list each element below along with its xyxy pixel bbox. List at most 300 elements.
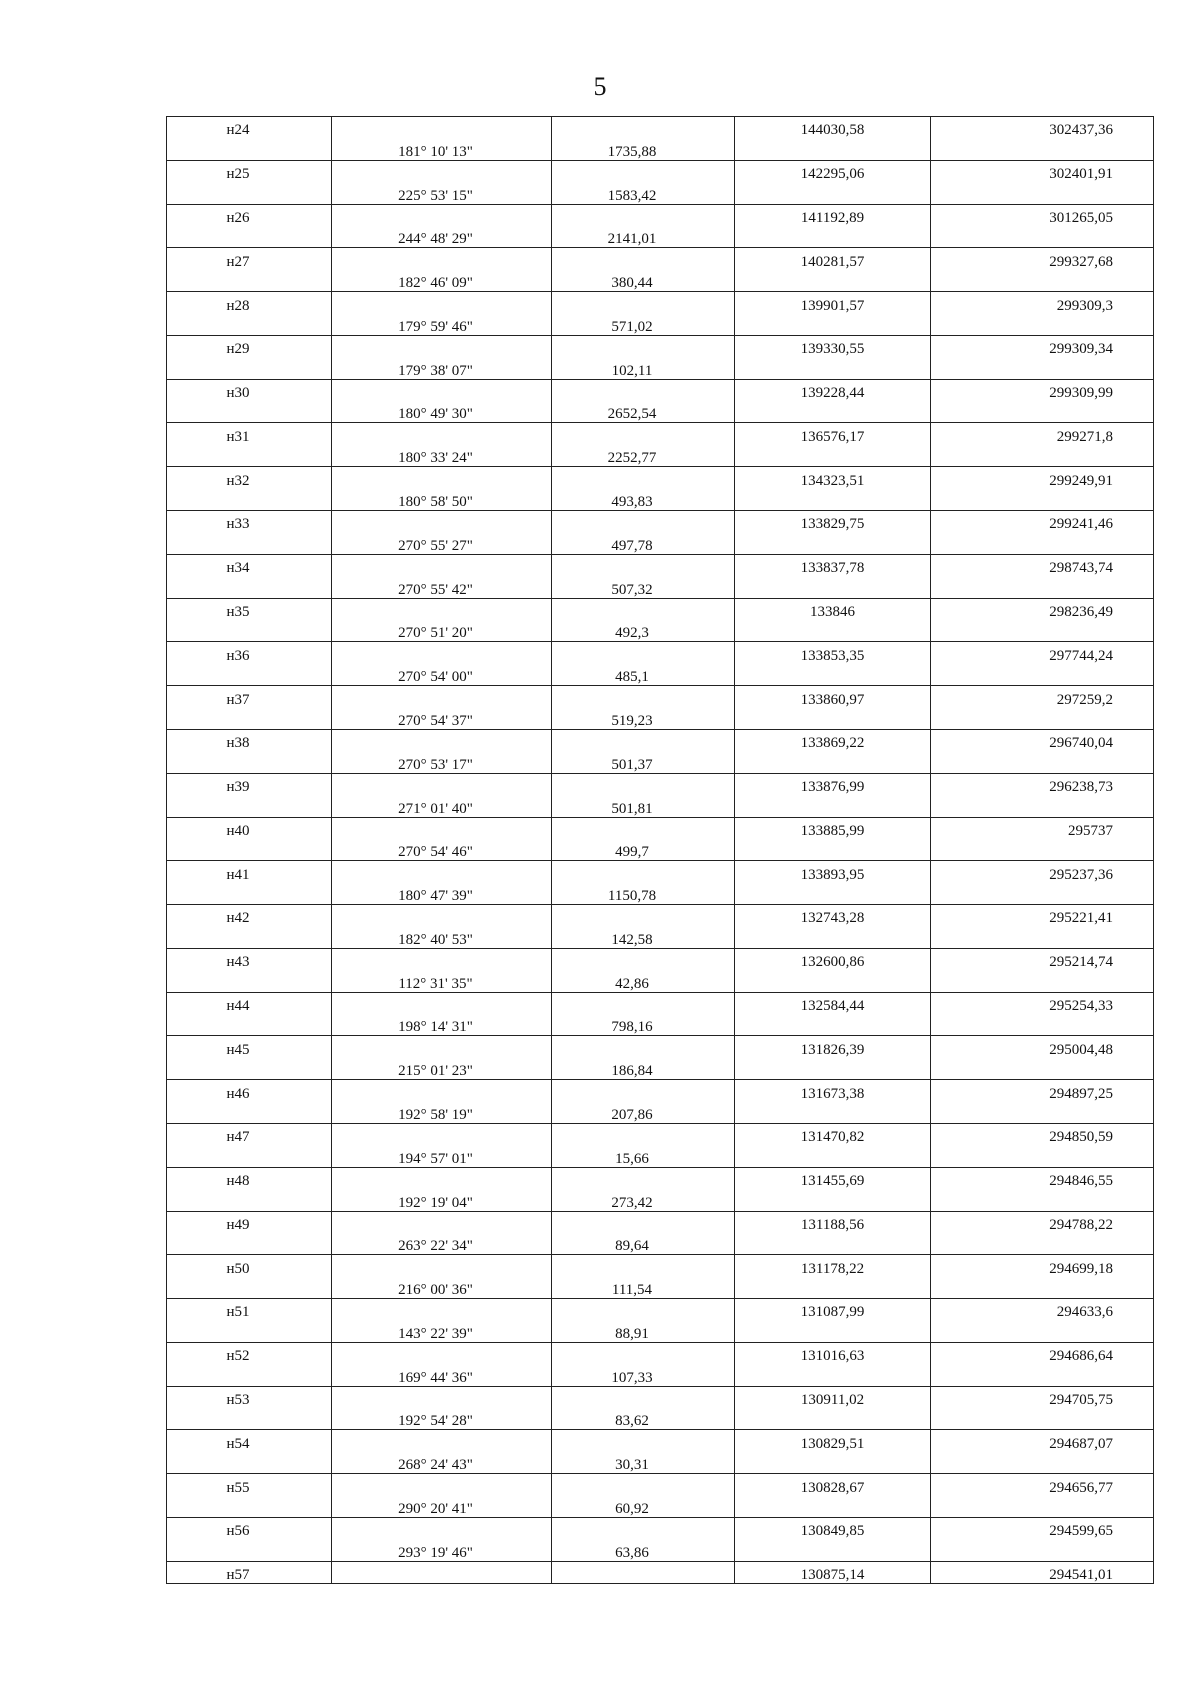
point-name: н40 [167, 817, 332, 839]
segment-angle: 290° 20' 41" [332, 1496, 552, 1518]
segment-distance: 497,78 [552, 532, 735, 554]
segment-angle: 181° 10' 13" [332, 138, 552, 160]
point-name: н24 [167, 117, 332, 139]
segment-angle: 180° 58' 50" [332, 489, 552, 511]
point-row [167, 905, 1154, 927]
segment-angle: 192° 19' 04" [332, 1189, 552, 1211]
point-row [167, 1386, 1154, 1408]
segment-row [167, 751, 1154, 773]
point-row [167, 379, 1154, 401]
empty-cell [332, 1299, 552, 1321]
empty-cell [931, 1364, 1154, 1386]
empty-cell [735, 751, 931, 773]
point-row [167, 817, 1154, 839]
point-x: 144030,58 [735, 117, 931, 139]
point-x: 133876,99 [735, 773, 931, 795]
point-name: н31 [167, 423, 332, 445]
segment-distance: 60,92 [552, 1496, 735, 1518]
empty-cell [552, 861, 735, 883]
empty-cell [332, 1036, 552, 1058]
empty-cell [167, 489, 332, 511]
point-x: 131826,39 [735, 1036, 931, 1058]
segment-angle: 270° 54' 37" [332, 708, 552, 730]
empty-cell [552, 1299, 735, 1321]
empty-cell [931, 1496, 1154, 1518]
point-y: 295237,36 [931, 861, 1154, 883]
empty-cell [167, 620, 332, 642]
point-y: 294599,65 [931, 1518, 1154, 1540]
point-y: 295004,48 [931, 1036, 1154, 1058]
empty-cell [167, 314, 332, 336]
point-name: н52 [167, 1342, 332, 1364]
segment-row [167, 489, 1154, 511]
segment-row [167, 138, 1154, 160]
point-y: 298236,49 [931, 598, 1154, 620]
empty-cell [332, 248, 552, 270]
segment-angle: 192° 58' 19" [332, 1102, 552, 1124]
empty-cell [167, 1102, 332, 1124]
point-row [167, 160, 1154, 182]
segment-angle: 180° 49' 30" [332, 401, 552, 423]
point-row [167, 992, 1154, 1014]
empty-cell [552, 598, 735, 620]
segment-row [167, 182, 1154, 204]
point-y: 294656,77 [931, 1474, 1154, 1496]
empty-cell [735, 1145, 931, 1167]
point-name: н48 [167, 1167, 332, 1189]
point-y: 302437,36 [931, 117, 1154, 139]
point-row [167, 1167, 1154, 1189]
empty-cell [931, 532, 1154, 554]
empty-cell [332, 1123, 552, 1145]
empty-cell [167, 1145, 332, 1167]
empty-cell [735, 489, 931, 511]
empty-cell [931, 1145, 1154, 1167]
empty-cell [332, 729, 552, 751]
empty-cell [552, 467, 735, 489]
point-name: н53 [167, 1386, 332, 1408]
empty-cell [552, 905, 735, 927]
empty-cell [167, 357, 332, 379]
empty-cell [167, 1277, 332, 1299]
point-x: 131455,69 [735, 1167, 931, 1189]
point-name: н49 [167, 1211, 332, 1233]
point-x: 139330,55 [735, 335, 931, 357]
empty-cell [552, 642, 735, 664]
point-name: н47 [167, 1123, 332, 1145]
empty-cell [931, 883, 1154, 905]
segment-row [167, 1320, 1154, 1342]
empty-cell [931, 489, 1154, 511]
point-y: 294788,22 [931, 1211, 1154, 1233]
empty-cell [167, 1014, 332, 1036]
point-row [167, 554, 1154, 576]
empty-cell [167, 1496, 332, 1518]
empty-cell [332, 117, 552, 139]
point-row [167, 686, 1154, 708]
point-y: 295214,74 [931, 948, 1154, 970]
point-x: 130911,02 [735, 1386, 931, 1408]
empty-cell [931, 1233, 1154, 1255]
segment-angle: 225° 53' 15" [332, 182, 552, 204]
empty-cell [332, 642, 552, 664]
segment-distance: 83,62 [552, 1408, 735, 1430]
empty-cell [332, 292, 552, 314]
point-x: 132743,28 [735, 905, 931, 927]
empty-cell [332, 511, 552, 533]
empty-cell [332, 204, 552, 226]
empty-cell [332, 1518, 552, 1540]
segment-distance: 493,83 [552, 489, 735, 511]
empty-cell [552, 1386, 735, 1408]
point-x: 132600,86 [735, 948, 931, 970]
empty-cell [167, 1189, 332, 1211]
empty-cell [167, 532, 332, 554]
empty-cell [552, 554, 735, 576]
empty-cell [931, 182, 1154, 204]
empty-cell [332, 423, 552, 445]
segment-distance: 2252,77 [552, 445, 735, 467]
segment-distance: 507,32 [552, 576, 735, 598]
point-row [167, 1518, 1154, 1540]
segment-angle: 182° 46' 09" [332, 270, 552, 292]
empty-cell [332, 598, 552, 620]
empty-cell [167, 1364, 332, 1386]
segment-row [167, 1277, 1154, 1299]
empty-cell [735, 926, 931, 948]
empty-cell [552, 1036, 735, 1058]
segment-angle: 270° 53' 17" [332, 751, 552, 773]
point-x: 131178,22 [735, 1255, 931, 1277]
empty-cell [167, 751, 332, 773]
segment-distance: 485,1 [552, 664, 735, 686]
segment-row [167, 1189, 1154, 1211]
point-row [167, 1080, 1154, 1102]
empty-cell [332, 160, 552, 182]
empty-cell [735, 1539, 931, 1561]
point-row [167, 1474, 1154, 1496]
point-y: 299309,99 [931, 379, 1154, 401]
empty-cell [552, 335, 735, 357]
point-name: н34 [167, 554, 332, 576]
point-name: н46 [167, 1080, 332, 1102]
point-y: 299327,68 [931, 248, 1154, 270]
segment-distance: 15,66 [552, 1145, 735, 1167]
empty-cell [552, 1123, 735, 1145]
segment-row [167, 1539, 1154, 1561]
empty-cell [552, 423, 735, 445]
point-x: 133893,95 [735, 861, 931, 883]
empty-cell [552, 773, 735, 795]
empty-cell [167, 1452, 332, 1474]
empty-cell [552, 511, 735, 533]
point-row [167, 1123, 1154, 1145]
point-row [167, 729, 1154, 751]
point-row [167, 1255, 1154, 1277]
point-name: н32 [167, 467, 332, 489]
point-name: н37 [167, 686, 332, 708]
point-row [167, 1299, 1154, 1321]
point-name: н29 [167, 335, 332, 357]
point-row [167, 1561, 1154, 1583]
point-name: н25 [167, 160, 332, 182]
segment-row [167, 664, 1154, 686]
empty-cell [931, 664, 1154, 686]
segment-row [167, 1364, 1154, 1386]
segment-row [167, 401, 1154, 423]
segment-row [167, 1408, 1154, 1430]
point-x: 139901,57 [735, 292, 931, 314]
empty-cell [552, 948, 735, 970]
point-name: н38 [167, 729, 332, 751]
empty-cell [552, 1342, 735, 1364]
empty-cell [552, 1167, 735, 1189]
segment-angle: 270° 54' 00" [332, 664, 552, 686]
point-name: н28 [167, 292, 332, 314]
empty-cell [931, 270, 1154, 292]
segment-row [167, 226, 1154, 248]
segment-row [167, 576, 1154, 598]
point-row [167, 335, 1154, 357]
point-name: н27 [167, 248, 332, 270]
segment-distance: 2141,01 [552, 226, 735, 248]
empty-cell [332, 861, 552, 883]
segment-distance: 519,23 [552, 708, 735, 730]
point-x: 141192,89 [735, 204, 931, 226]
point-row [167, 292, 1154, 314]
empty-cell [167, 182, 332, 204]
empty-cell [332, 948, 552, 970]
point-row [167, 948, 1154, 970]
segment-row [167, 1102, 1154, 1124]
empty-cell [332, 1167, 552, 1189]
empty-cell [332, 1342, 552, 1364]
point-y: 294846,55 [931, 1167, 1154, 1189]
segment-angle: 270° 55' 42" [332, 576, 552, 598]
segment-row [167, 1452, 1154, 1474]
empty-cell [167, 270, 332, 292]
segment-row [167, 970, 1154, 992]
segment-distance: 501,37 [552, 751, 735, 773]
empty-cell [332, 554, 552, 576]
segment-row [167, 795, 1154, 817]
empty-cell [552, 1561, 735, 1583]
empty-cell [332, 686, 552, 708]
segment-distance: 102,11 [552, 357, 735, 379]
segment-row [167, 1145, 1154, 1167]
segment-distance: 111,54 [552, 1277, 735, 1299]
empty-cell [735, 1496, 931, 1518]
point-x: 133853,35 [735, 642, 931, 664]
page-number: 5 [593, 72, 607, 101]
segment-row [167, 620, 1154, 642]
segment-distance: 142,58 [552, 926, 735, 948]
segment-row [167, 314, 1154, 336]
empty-cell [167, 1320, 332, 1342]
empty-cell [332, 1561, 552, 1583]
point-y: 296238,73 [931, 773, 1154, 795]
empty-cell [931, 401, 1154, 423]
empty-cell [931, 1408, 1154, 1430]
point-x: 131016,63 [735, 1342, 931, 1364]
empty-cell [931, 708, 1154, 730]
empty-cell [931, 839, 1154, 861]
segment-distance: 42,86 [552, 970, 735, 992]
empty-cell [735, 664, 931, 686]
segment-distance: 499,7 [552, 839, 735, 861]
empty-cell [332, 1255, 552, 1277]
empty-cell [167, 795, 332, 817]
segment-distance: 2652,54 [552, 401, 735, 423]
segment-row [167, 926, 1154, 948]
empty-cell [552, 1080, 735, 1102]
point-y: 299241,46 [931, 511, 1154, 533]
point-name: н35 [167, 598, 332, 620]
empty-cell [931, 314, 1154, 336]
segment-row [167, 1058, 1154, 1080]
empty-cell [552, 117, 735, 139]
point-y: 294705,75 [931, 1386, 1154, 1408]
empty-cell [332, 335, 552, 357]
empty-cell [735, 576, 931, 598]
empty-cell [931, 620, 1154, 642]
empty-cell [167, 839, 332, 861]
segment-angle: 216° 00' 36" [332, 1277, 552, 1299]
empty-cell [167, 1539, 332, 1561]
segment-angle: 244° 48' 29" [332, 226, 552, 248]
empty-cell [332, 467, 552, 489]
point-name: н50 [167, 1255, 332, 1277]
empty-cell [167, 708, 332, 730]
segment-distance: 1150,78 [552, 883, 735, 905]
empty-cell [735, 1058, 931, 1080]
point-name: н54 [167, 1430, 332, 1452]
empty-cell [735, 1364, 931, 1386]
point-name: н30 [167, 379, 332, 401]
empty-cell [552, 1474, 735, 1496]
empty-cell [332, 1080, 552, 1102]
empty-cell [735, 1452, 931, 1474]
empty-cell [735, 270, 931, 292]
empty-cell [167, 1233, 332, 1255]
point-x: 142295,06 [735, 160, 931, 182]
point-x: 133829,75 [735, 511, 931, 533]
empty-cell [931, 1014, 1154, 1036]
segment-distance: 63,86 [552, 1539, 735, 1561]
empty-cell [735, 182, 931, 204]
point-y: 295221,41 [931, 905, 1154, 927]
point-name: н26 [167, 204, 332, 226]
point-row [167, 204, 1154, 226]
empty-cell [735, 1233, 931, 1255]
empty-cell [332, 1386, 552, 1408]
point-x: 133885,99 [735, 817, 931, 839]
segment-row [167, 357, 1154, 379]
point-name: н55 [167, 1474, 332, 1496]
segment-angle: 182° 40' 53" [332, 926, 552, 948]
point-y: 298743,74 [931, 554, 1154, 576]
segment-distance: 380,44 [552, 270, 735, 292]
segment-angle: 143° 22' 39" [332, 1320, 552, 1342]
empty-cell [931, 926, 1154, 948]
point-x: 133837,78 [735, 554, 931, 576]
segment-angle: 198° 14' 31" [332, 1014, 552, 1036]
segment-distance: 107,33 [552, 1364, 735, 1386]
empty-cell [735, 1189, 931, 1211]
point-y: 295254,33 [931, 992, 1154, 1014]
point-y: 294633,6 [931, 1299, 1154, 1321]
point-y: 299271,8 [931, 423, 1154, 445]
point-y: 294541,01 [931, 1561, 1154, 1583]
point-name: н41 [167, 861, 332, 883]
point-name: н36 [167, 642, 332, 664]
segment-distance: 186,84 [552, 1058, 735, 1080]
point-y: 299309,34 [931, 335, 1154, 357]
empty-cell [552, 204, 735, 226]
point-name: н57 [167, 1561, 332, 1583]
coordinates-table-body [167, 117, 1154, 1584]
empty-cell [552, 379, 735, 401]
empty-cell [332, 773, 552, 795]
segment-distance: 273,42 [552, 1189, 735, 1211]
empty-cell [552, 292, 735, 314]
point-x: 130828,67 [735, 1474, 931, 1496]
segment-row [167, 1496, 1154, 1518]
segment-angle: 180° 33' 24" [332, 445, 552, 467]
point-name: н44 [167, 992, 332, 1014]
empty-cell [332, 379, 552, 401]
point-row [167, 861, 1154, 883]
segment-angle: 268° 24' 43" [332, 1452, 552, 1474]
point-name: н56 [167, 1518, 332, 1540]
empty-cell [332, 992, 552, 1014]
point-x: 130875,14 [735, 1561, 931, 1583]
point-x: 133860,97 [735, 686, 931, 708]
empty-cell [931, 576, 1154, 598]
segment-distance: 1735,88 [552, 138, 735, 160]
segment-angle: 179° 38' 07" [332, 357, 552, 379]
segment-row [167, 839, 1154, 861]
point-y: 294897,25 [931, 1080, 1154, 1102]
empty-cell [552, 729, 735, 751]
segment-angle: 270° 55' 27" [332, 532, 552, 554]
point-row [167, 1430, 1154, 1452]
empty-cell [332, 1211, 552, 1233]
point-x: 140281,57 [735, 248, 931, 270]
point-x: 133869,22 [735, 729, 931, 751]
point-row [167, 1211, 1154, 1233]
point-row [167, 1342, 1154, 1364]
point-x: 132584,44 [735, 992, 931, 1014]
point-y: 294850,59 [931, 1123, 1154, 1145]
segment-row [167, 883, 1154, 905]
point-row [167, 642, 1154, 664]
point-row [167, 423, 1154, 445]
segment-angle: 270° 54' 46" [332, 839, 552, 861]
segment-angle: 112° 31' 35" [332, 970, 552, 992]
segment-row [167, 270, 1154, 292]
segment-angle: 180° 47' 39" [332, 883, 552, 905]
empty-cell [735, 708, 931, 730]
segment-angle: 215° 01' 23" [332, 1058, 552, 1080]
empty-cell [167, 576, 332, 598]
segment-distance: 1583,42 [552, 182, 735, 204]
point-x: 136576,17 [735, 423, 931, 445]
empty-cell [735, 1277, 931, 1299]
point-name: н42 [167, 905, 332, 927]
empty-cell [931, 1320, 1154, 1342]
point-name: н43 [167, 948, 332, 970]
